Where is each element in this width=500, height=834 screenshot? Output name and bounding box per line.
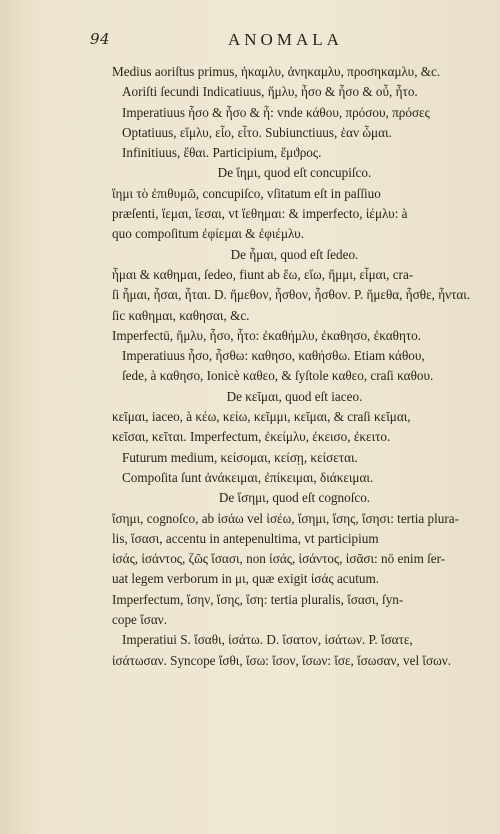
text-line: ἧμαι & καθημαι, ſedeo, fiunt ab ἕω, εἵω, ἥμμι, εἷμαι, cra- bbox=[112, 266, 414, 282]
text-line: Imperatiuus ἧσο & ἧσο & ἧ: vnde κάθου, πρόσου, πρόσες bbox=[122, 104, 430, 120]
section-heading: De ἴσημι, quod eſt cognoſco. bbox=[218, 490, 371, 506]
text-line: ſede, à καθησο, Ionicè καθεο, & ſyſtole καθεο, craſi καθου. bbox=[122, 368, 434, 384]
text-line: Compoſita ſunt ἀνάκειμαι, ἐπίκειμαι, διάκειμαι. bbox=[122, 469, 374, 485]
text-line: præſenti, ἵεμαι, ἵεσαι, vt ἵεθημαι: & imperfecto, ἱέμλυ: à bbox=[112, 206, 408, 222]
text-line: Futurum medium, κείσομαι, κείσῃ, κείσεται. bbox=[122, 449, 358, 465]
text-line: Infinitiuus, ἕθαι. Participium, ἕμϑρος. bbox=[122, 145, 322, 161]
text-line: Optatiuus, εἵμλυ, εἷο, εἷτο. Subiunctiuus, ἑαν ὦμαι. bbox=[122, 124, 392, 140]
text-line: lis, ἴσασι, accentu in antepenultima, vt participium bbox=[112, 530, 379, 546]
text-line: Imperfectum, ἴσην, ἴσης, ἴση: tertia pluralis, ἴσασι, ſyn- bbox=[112, 591, 404, 607]
section-heading: De κεῖμαι, quod eſt iaceo. bbox=[226, 388, 363, 404]
text-line: uat legem verborum in μι, quæ exigit ἰσάς acutum. bbox=[112, 571, 380, 587]
text-line: κεῖμαι, iaceo, à κέω, κείω, κεῖμμι, κεῖμαι, & craſi κεῖμαι, bbox=[112, 409, 411, 425]
text-line: cope ἴσαν. bbox=[112, 612, 168, 628]
text-line: ἴσημι, cognoſco, ab ἰσάω vel ἰσέω, ἴσημι, ἴσης, ἴσησι: tertia plura- bbox=[112, 510, 460, 526]
text-line: Imperatiuus ἧσο, ἧσθω: καθησο, καθήσθω. Etiam κάθου, bbox=[122, 348, 425, 364]
section-heading: De ἵημι, quod eſt concupiſco. bbox=[217, 165, 372, 181]
text-line: Medius aoriſtus primus, ἡκαμλυ, ἀνηκαμλυ, προσηκαμλυ, &c. bbox=[112, 64, 441, 79]
text-line: Imperfectū, ἥμλυ, ἧσο, ἧτο: ἐκαθήμλυ, ἐκαθησο, ἐκαθητο. bbox=[112, 327, 422, 343]
page-number: 94 bbox=[90, 30, 111, 48]
text-line: ἰσάς, ἰσάντος, ζῶς ἴσασι, non ἰσάς, ἰσάντος, ἰσᾶσι: nō enim ſer- bbox=[112, 551, 446, 567]
section-heading: De ἧμαι, quod eſt ſedeo. bbox=[230, 246, 359, 262]
text-line: ſi ἧμαι, ἧσαι, ἧται. D. ἥμεθον, ἧσθον, ἧσθον. P. ἥμεθα, ἧσθε, ἧνται. bbox=[112, 287, 471, 303]
text-line: ἰσάτωσαν. Syncope ἴσθι, ἴσω: ἴσον, ἴσων: ἴσε, ἴσωσαν, vel ἴσων. bbox=[112, 652, 452, 668]
text-line: Aoriſti ſecundi Indicatiuus, ἥμλυ, ἧσο & ἧσο & οὖ, ἦτο. bbox=[122, 84, 418, 100]
text-line: ἵημι τὸ ἐπιθυμῶ, concupiſco, vſitatum eſt in paſſiuo bbox=[112, 185, 381, 201]
text-line: ſic καθημαι, καθησαι, &c. bbox=[112, 307, 250, 323]
text-line: κεῖσαι, κεῖται. Imperfectum, ἐκείμλυ, ἐκεισο, ἐκειτο. bbox=[112, 429, 391, 445]
text-line: Imperatiui S. ἴσαθι, ἰσάτω. D. ἴσατον, ἰσάτων. P. ἴσατε, bbox=[122, 632, 413, 648]
running-head: ANOMALA bbox=[228, 30, 343, 49]
text-line: quo compoſitum ἐφίεμαι & ἐφιέμλυ. bbox=[112, 226, 305, 242]
body-text bbox=[112, 62, 477, 671]
